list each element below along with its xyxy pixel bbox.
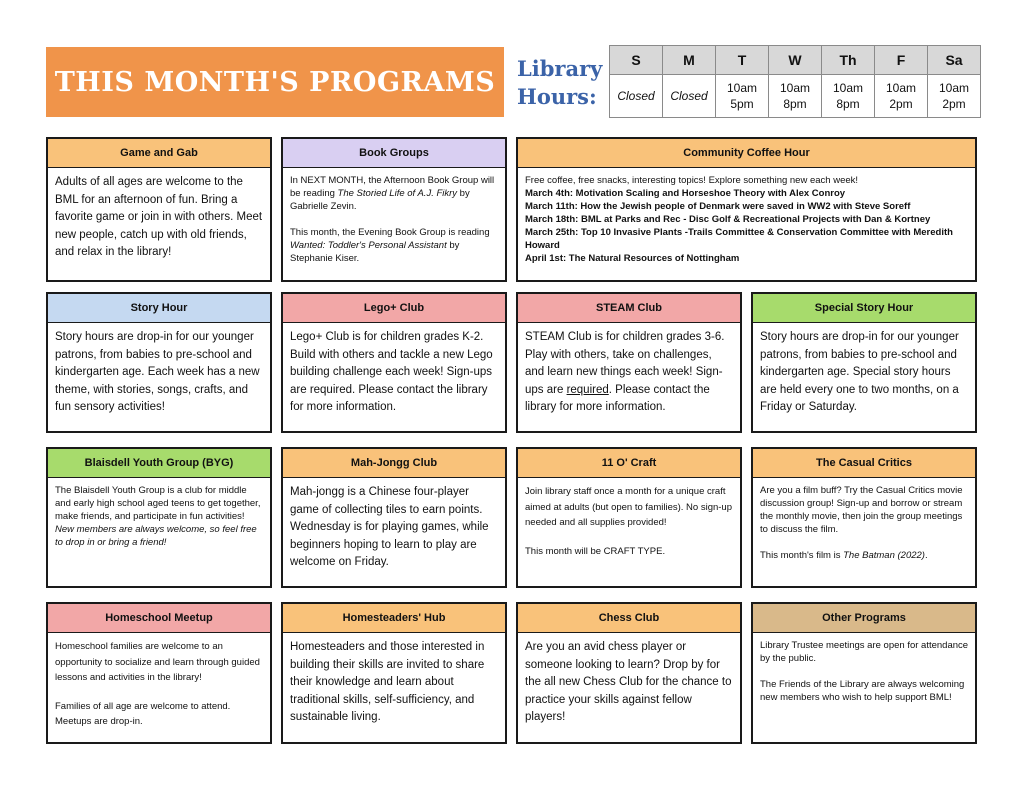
card-header: Community Coffee Hour [518, 139, 975, 168]
hours-row [610, 75, 981, 118]
card-body: Story hours are drop-in for our younger patrons, from babies to pre-school and kindergarten age. Special story hours are held every one to two months, on a Friday or Saturday. [760, 331, 959, 413]
card-mah-jongg-club [281, 447, 507, 588]
hours-cell: Closed [610, 75, 663, 118]
library-hours-table [609, 45, 981, 118]
card-body: Homeschool families are welcome to an opportunity to socialize and learn through guided lessons and activities in the library! Families of all age are welcome to attend. Meetups are drop-in. [55, 641, 260, 727]
library-hours-title-line2: Hours: [517, 84, 597, 109]
list-item: March 4th: Motivation Scaling and Horseshoe Theory with Alex Conroy [525, 188, 846, 199]
card-header: Special Story Hour [753, 294, 975, 323]
card-body: STEAM Club is for children grades 3-6. Play with others, take on challenges, and learn new things each week! Sign-ups are required. Please contact the library for more information. [525, 331, 725, 413]
card-header: Chess Club [518, 604, 740, 633]
card-header: Other Programs [753, 604, 975, 633]
card-header: Homeschool Meetup [48, 604, 270, 633]
day-header: Th [822, 46, 875, 75]
card-header: Mah-Jongg Club [283, 449, 505, 478]
hours-cell: Closed [663, 75, 716, 118]
card-casual-critics [751, 447, 977, 588]
list-item: March 11th: How the Jewish people of Denmark were saved in WW2 with Steve Soreff [525, 201, 911, 212]
library-hours-title [517, 55, 609, 111]
hours-cell: 10am 5pm [716, 75, 769, 118]
card-lego-club [281, 292, 507, 433]
card-story-hour [46, 292, 272, 433]
card-body: Library Trustee meetings are open for attendance by the public. The Friends of the Library are always welcoming new members who wish to help support BML! [760, 640, 969, 703]
card-body: Adults of all ages are welcome to the BML for an afternoon of fun. Bring a favorite game or join in with others. Meet new people, catch up with old friends, and relax in the library! [55, 176, 263, 258]
library-hours-title-line1: Library [517, 56, 603, 81]
card-body: Homesteaders and those interested in building their skills are invited to share their knowledge and learn about traditional skills, self-sufficiency, and sustainable living. [290, 641, 485, 723]
card-header: STEAM Club [518, 294, 740, 323]
card-body: Story hours are drop-in for our younger patrons, from babies to pre-school and kindergarten age. Each week has a new theme, with stories, songs, crafts, and fun sensory activities! [55, 331, 260, 413]
day-header: W [769, 46, 822, 75]
card-header: The Casual Critics [753, 449, 975, 478]
card-homeschool-meetup [46, 602, 272, 744]
card-community-coffee-hour [516, 137, 977, 282]
hours-cell: 10am 2pm [928, 75, 981, 118]
card-body: Free coffee, free snacks, interesting topics! Explore something new each week! March 4th: Motivation Scaling and Horseshoe Theory with Alex Conroy March 11th: How the Jewish people of Denmark were saved in WW2 with Steve Soreff March 18th: BML at Parks and Rec - Disc Golf & Recreational Projects with Dan & Kortney March 25th: Top 10 Invasive Plants -Trails Committee & Conservation Committee with Meredith Howard April 1st: The Natural Resources of Nottingham [525, 174, 969, 265]
day-header: Sa [928, 46, 981, 75]
card-header: Book Groups [283, 139, 505, 168]
card-chess-club [516, 602, 742, 744]
hours-cell: 10am 8pm [822, 75, 875, 118]
card-body: Mah-jongg is a Chinese four-player game of collecting tiles to earn points. Wednesday is for playing games, while beginners hoping to learn to play are welcome on Friday. [290, 486, 489, 568]
card-body: In NEXT MONTH, the Afternoon Book Group will be reading The Storied Life of A.J. Fikry by Gabrielle Zevin. This month, the Evening Book Group is reading Wanted: Toddler's Personal Assistant by Stephanie Kiser. [290, 175, 495, 264]
banner [46, 47, 504, 117]
card-game-and-gab [46, 137, 272, 282]
hours-cell: 10am 2pm [875, 75, 928, 118]
page-title: THIS MONTH'S PROGRAMS [54, 66, 496, 98]
card-header: Blaisdell Youth Group (BYG) [48, 449, 270, 478]
card-body: The Blaisdell Youth Group is a club for middle and early high school aged teens to get together, make friends, and participate in fun activities! New members are always welcome, so feel free to drop in or bring a friend! [55, 485, 261, 548]
day-header: T [716, 46, 769, 75]
card-header: Homesteaders' Hub [283, 604, 505, 633]
card-header: Lego+ Club [283, 294, 505, 323]
day-header: S [610, 46, 663, 75]
card-book-groups [281, 137, 507, 282]
card-blaisdell-youth-group [46, 447, 272, 588]
card-header: 11 O' Craft [518, 449, 740, 478]
list-item: March 25th: Top 10 Invasive Plants -Trails Committee & Conservation Committee with Meredith Howard [525, 227, 953, 251]
card-header: Story Hour [48, 294, 270, 323]
card-header: Game and Gab [48, 139, 270, 168]
list-item: April 1st: The Natural Resources of Nottingham [525, 253, 740, 264]
hours-cell: 10am 8pm [769, 75, 822, 118]
card-homesteaders-hub [281, 602, 507, 744]
hours-header-row [610, 46, 981, 75]
day-header: F [875, 46, 928, 75]
card-other-programs [751, 602, 977, 744]
card-steam-club [516, 292, 742, 433]
card-body: Are you a film buff? Try the Casual Critics movie discussion group! Sign-up and borrow or stream the monthly movie, then join the group meetings to discuss the film. This month's film is The Batman (2022). [760, 485, 963, 561]
card-body: Join library staff once a month for a unique craft aimed at adults (but open to families). No sign-up needed and all supplies provided! This month will be CRAFT TYPE. [525, 486, 732, 557]
card-body: Are you an avid chess player or someone looking to learn? Drop by for the all new Chess Club for the chance to practice your skills against fellow players! [525, 641, 732, 723]
list-item: March 18th: BML at Parks and Rec - Disc Golf & Recreational Projects with Dan & Kortney [525, 214, 931, 225]
day-header: M [663, 46, 716, 75]
card-special-story-hour [751, 292, 977, 433]
card-body: Lego+ Club is for children grades K-2. Build with others and tackle a new Lego building challenge each week! Sign-ups are required. Please contact the library for more information. [290, 331, 493, 413]
card-11-o-craft [516, 447, 742, 588]
